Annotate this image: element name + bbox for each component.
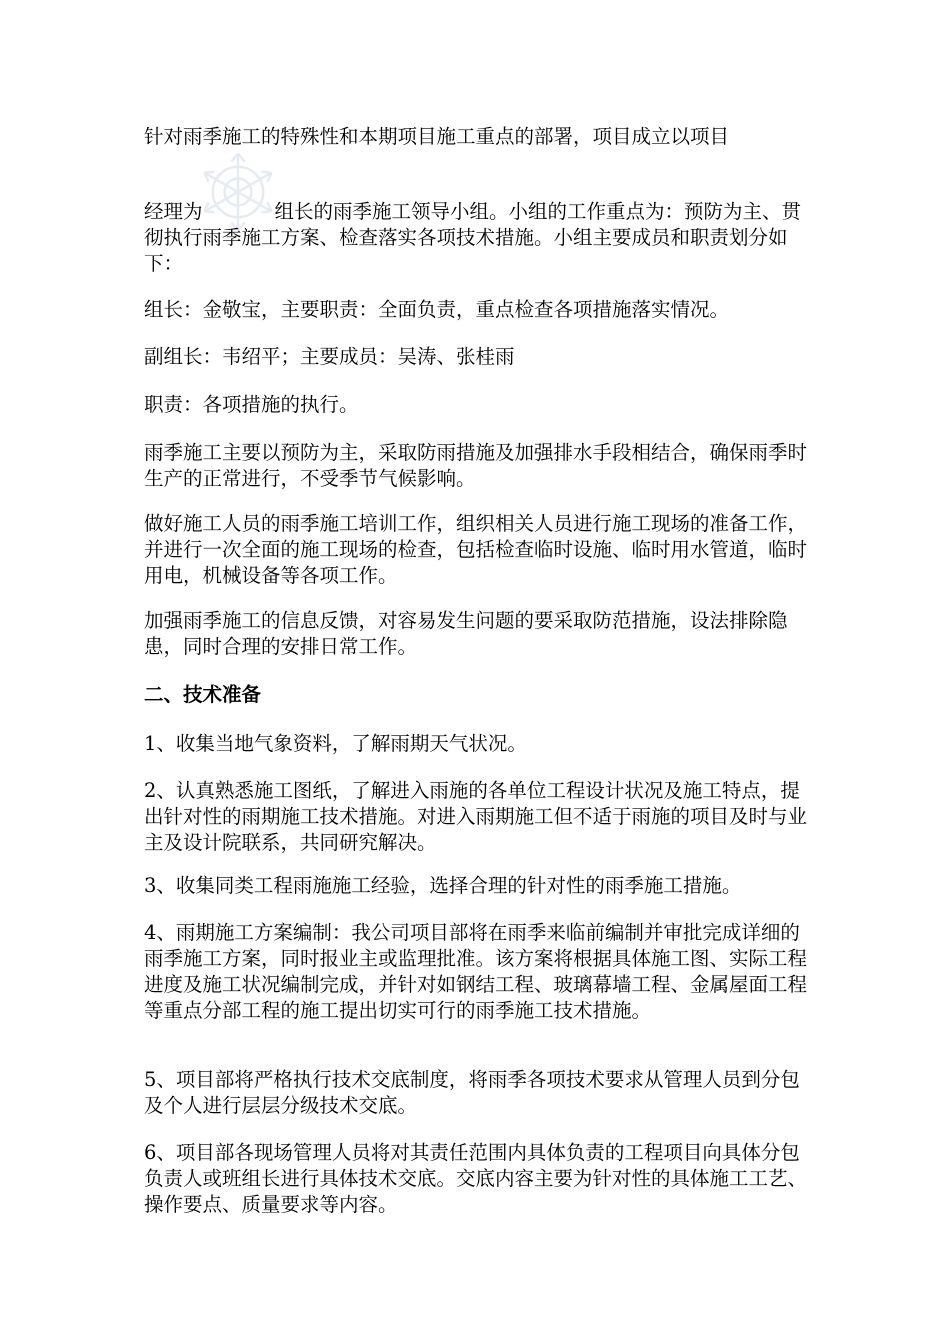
paragraph-duties: 职责：各项措施的执行。	[144, 393, 359, 416]
paragraph-intro-line1: 针对雨季施工的特殊性和本期项目施工重点的部署，项目成立以项目	[144, 125, 730, 148]
section-heading-tech-prep: 二、技术准备	[144, 683, 262, 706]
list-item-6: 6、项目部各现场管理人员将对其责任范围内具体负责的工程项目向具体分包负责人或班组长进行具体技术交底。交底内容主要为针对性的具体施工工艺、操作要点、质量要求等内容。	[144, 1141, 808, 1216]
paragraph-prevention: 雨季施工主要以预防为主，采取防雨措施及加强排水手段相结合，确保雨季时生产的正常进行，不受季节气候影响。	[144, 441, 808, 490]
paragraph-feedback: 加强雨季施工的信息反馈，对容易发生问题的要采取防范措施，设法排除隐患，同时合理的安排日常工作。	[144, 609, 788, 658]
list-item-5: 5、项目部将严格执行技术交底制度，将雨季各项技术要求从管理人员到分包及个人进行层层分级技术交底。	[144, 1068, 800, 1117]
intro-line2-rest: 组长的雨季施工领导小组。小组的工作重点为：预防为主、贯彻执行雨季施工方案、检查落实各项技术措施。小组主要成员和职责划分如下：	[144, 200, 802, 275]
paragraph-team-leader: 组长：金敬宝，主要职责：全面负责，重点检查各项措施落实情况。	[144, 298, 730, 321]
list-item-4: 4、雨期施工方案编制：我公司项目部将在雨季来临前编制并审批完成详细的雨季施工方案，同时报业主或监理批准。该方案将根据具体施工图、实际工程进度及施工状况编制完成，并针对如钢结工程、玻璃幕墙工程、金属屋面工程等重点分部工程的施工提出切实可行的雨季施工技术措施。	[144, 921, 808, 1022]
paragraph-training: 做好施工人员的雨季施工培训工作，组织相关人员进行施工现场的准备工作，并进行一次全面的施工现场的检查，包括检查临时设施、临时用水管道，临时用电，机械设备等各项工作。	[144, 512, 808, 587]
list-item-2: 2、认真熟悉施工图纸，了解进入雨施的各单位工程设计状况及施工特点，提出针对性的雨期施工技术措施。对进入雨期施工但不适于雨施的项目及时与业主及设计院联系，共同研究解决。	[144, 779, 808, 854]
list-item-3: 3、收集同类工程雨施施工经验，选择合理的针对性的雨季施工措施。	[144, 874, 742, 897]
list-item-1: 1、收集当地气象资料，了解雨期天气状况。	[144, 732, 527, 755]
paragraph-intro-continued	[144, 199, 809, 277]
paragraph-deputy-leader: 副组长：韦绍平；主要成员：吴涛、张桂雨	[144, 345, 515, 368]
intro-line2-start: 经理为	[144, 200, 203, 223]
